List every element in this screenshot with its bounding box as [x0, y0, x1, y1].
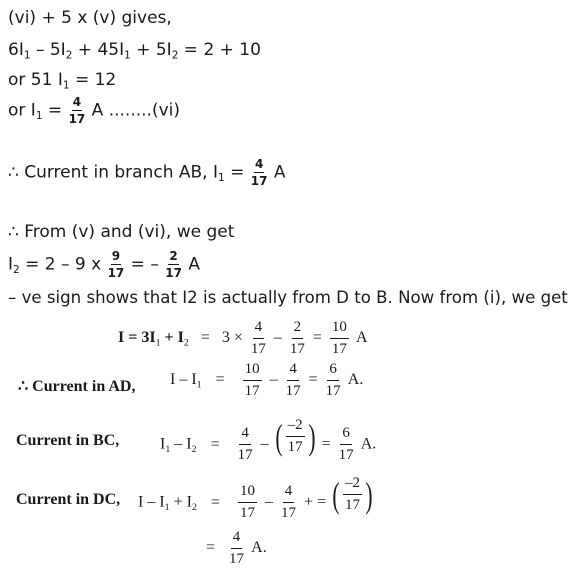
fraction: [238, 484, 257, 521]
term: =: [42, 100, 68, 121]
right-paren: ): [307, 416, 316, 457]
fraction: [343, 476, 362, 513]
subscript: 2: [183, 337, 189, 349]
equation-line: [170, 362, 363, 399]
term: 3 ×: [221, 329, 243, 347]
subscript: 1: [218, 172, 225, 185]
fraction: [326, 362, 341, 399]
fraction: [286, 362, 301, 399]
term: ∴ Current in branch AB, I: [8, 162, 218, 183]
fraction: [238, 426, 253, 463]
subscript: 2: [171, 49, 179, 62]
fraction: [251, 158, 268, 187]
operator: –: [273, 329, 282, 347]
numerator: 6: [327, 362, 339, 381]
operator: –: [260, 435, 269, 453]
fraction: [243, 362, 262, 399]
row-label: ∴ Current in AD,: [18, 378, 136, 395]
equals: =: [210, 493, 220, 511]
parenthesized-fraction: [273, 418, 318, 455]
numerator: –2: [286, 418, 305, 437]
denominator: 17: [68, 112, 86, 126]
denominator: 17: [237, 447, 253, 464]
numerator: 4: [239, 426, 251, 445]
term: or I: [8, 100, 36, 121]
numerator: 4: [283, 484, 295, 503]
subscript: 1: [196, 379, 202, 391]
numerator: 4: [253, 320, 265, 339]
term: = 2 + 10: [178, 40, 261, 60]
equals: =: [206, 539, 216, 557]
numerator: 10: [243, 362, 262, 381]
fraction: [108, 250, 125, 279]
term: I: [160, 435, 166, 453]
equation-line: [206, 530, 267, 567]
equation-line: [8, 40, 261, 62]
numerator: –2: [343, 476, 362, 495]
term: + 5I: [130, 40, 172, 60]
denominator: 17: [345, 497, 360, 513]
numerator: 9: [111, 249, 121, 263]
denominator: 17: [289, 341, 305, 357]
numerator: 4: [254, 157, 264, 171]
term: + I: [169, 493, 192, 511]
equals: =: [312, 329, 322, 347]
operator: –: [264, 493, 273, 511]
term: I – I: [138, 493, 165, 511]
text-line: (vi) + 5 x (v) gives,: [8, 8, 172, 28]
equation-line: [138, 476, 375, 521]
equation-line: [8, 70, 116, 92]
unit: A: [356, 329, 368, 347]
fraction: [286, 418, 305, 455]
equals: =: [200, 329, 210, 347]
denominator: 17: [285, 383, 301, 399]
equation-line: [8, 250, 200, 279]
term: A ........(vi): [86, 100, 180, 121]
numerator: 10: [238, 484, 257, 503]
equation-line: [118, 320, 368, 357]
row-label: Current in DC,: [16, 491, 121, 508]
term: = 12: [69, 70, 117, 90]
fraction: [165, 250, 182, 279]
subscript: 1: [155, 337, 161, 349]
term: I: [8, 254, 14, 275]
fraction: [339, 426, 354, 463]
unit: A.: [251, 539, 267, 557]
numerator: 10: [330, 320, 349, 339]
row-label: Current in BC,: [16, 432, 120, 449]
term: A: [182, 254, 200, 275]
operator: + =: [303, 493, 326, 511]
equals: =: [215, 371, 225, 389]
fraction: [229, 530, 244, 567]
operator: –: [269, 371, 278, 389]
subscript: 2: [65, 49, 73, 62]
denominator: 17: [107, 266, 125, 280]
subscript: 2: [13, 264, 20, 277]
parenthesized-fraction: [330, 476, 375, 513]
equation-line: [160, 418, 376, 463]
unit: A.: [360, 435, 377, 453]
numerator: 4: [72, 95, 82, 109]
term: + 45I: [72, 40, 125, 60]
numerator: 2: [292, 320, 304, 339]
term: =: [224, 162, 250, 183]
subscript: 1: [124, 49, 131, 62]
denominator: 17: [287, 439, 303, 455]
subscript: 1: [23, 49, 31, 62]
left-paren: (: [332, 474, 340, 515]
subscript: 1: [165, 443, 171, 455]
equation-line: [8, 158, 286, 187]
subscript: 1: [35, 110, 43, 123]
denominator: 17: [338, 447, 354, 464]
subscript: 1: [62, 79, 70, 92]
equals: =: [321, 435, 331, 453]
denominator: 17: [250, 341, 266, 357]
denominator: 17: [280, 505, 296, 522]
term: + I: [160, 329, 184, 347]
text-line: ∴ From (v) and (vi), we get: [8, 222, 235, 242]
equals: =: [308, 371, 318, 389]
term: or 51 I: [8, 70, 63, 90]
term: = 2 – 9 x: [19, 254, 107, 275]
numerator: 4: [287, 362, 299, 381]
fraction: [69, 96, 86, 125]
numerator: 2: [169, 249, 178, 263]
denominator: 17: [229, 551, 245, 567]
denominator: 17: [165, 266, 182, 280]
term: – I: [170, 435, 192, 453]
numerator: 6: [340, 426, 352, 445]
term: A: [268, 162, 286, 183]
subscript: 1: [164, 501, 170, 513]
text-line: – ve sign shows that I2 is actually from D to B. Now from (i), we get: [8, 288, 568, 307]
numerator: 4: [231, 530, 243, 549]
fraction: [290, 320, 305, 357]
equation-line: [8, 96, 180, 125]
denominator: 17: [250, 174, 268, 188]
left-paren: (: [274, 416, 283, 457]
denominator: 17: [244, 383, 260, 399]
term: 6I: [8, 40, 24, 60]
subscript: 2: [191, 443, 197, 455]
denominator: 17: [325, 383, 341, 399]
fraction: [281, 484, 296, 521]
denominator: 17: [239, 505, 255, 522]
subscript: 2: [191, 501, 197, 513]
term: I = 3I: [118, 329, 156, 347]
right-paren: ): [365, 474, 373, 515]
term: I – I: [170, 371, 197, 389]
fraction: [330, 320, 349, 357]
term: = –: [125, 254, 165, 275]
fraction: [251, 320, 266, 357]
equals: =: [210, 435, 220, 453]
unit: A.: [347, 371, 364, 389]
denominator: 17: [331, 341, 347, 357]
term: – 5I: [30, 40, 66, 60]
